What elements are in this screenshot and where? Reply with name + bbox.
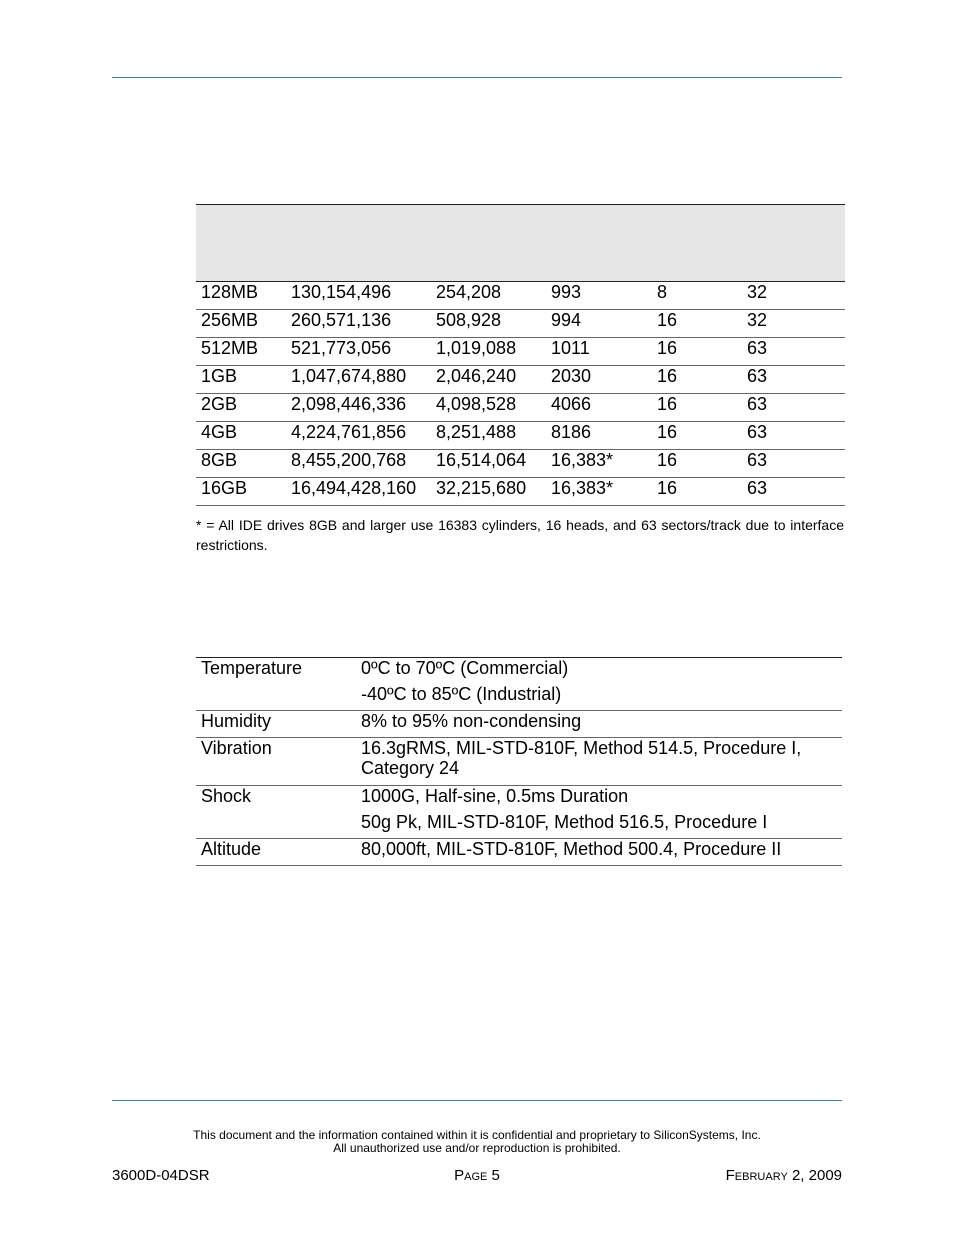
heads-cell: 16 — [652, 422, 742, 450]
sectors-per-track-cell: 63 — [742, 394, 845, 422]
sectors-cell: 1,019,088 — [431, 338, 546, 366]
bytes-cell: 4,224,761,856 — [286, 422, 431, 450]
env-row-temperature-cont — [196, 684, 842, 711]
sectors-cell: 16,514,064 — [431, 450, 546, 478]
cylinders-cell: 994 — [546, 310, 652, 338]
env-row-shock — [196, 786, 842, 813]
footer-rule — [112, 1100, 842, 1101]
document-number: 3600D-04DSR — [112, 1167, 210, 1184]
bytes-cell: 130,154,496 — [286, 282, 431, 310]
heads-cell: 8 — [652, 282, 742, 310]
reproduction-notice: All unauthorized use and/or reproduction is prohibited. — [333, 1141, 621, 1155]
cylinders-cell: 2030 — [546, 366, 652, 394]
sectors-per-track-cell: 63 — [742, 422, 845, 450]
table-row — [196, 394, 845, 422]
document-date — [726, 1167, 842, 1186]
bytes-cell: 2,098,446,336 — [286, 394, 431, 422]
capacity-table-header — [196, 205, 845, 282]
environment-table — [196, 657, 842, 866]
env-value: 0ºC to 70ºC (Commercial) — [361, 658, 569, 678]
env-value: 8% to 95% non-condensing — [356, 711, 842, 738]
sectors-cell: 32,215,680 — [431, 478, 546, 506]
env-row-temperature — [196, 658, 842, 685]
bytes-cell: 16,494,428,160 — [286, 478, 431, 506]
sectors-cell: 8,251,488 — [431, 422, 546, 450]
page-number: 5 — [491, 1167, 500, 1184]
sectors-per-track-cell: 63 — [742, 478, 845, 506]
heads-cell: 16 — [652, 366, 742, 394]
capacity-table — [196, 204, 845, 506]
heads-cell: 16 — [652, 338, 742, 366]
capacity-cell: 8GB — [196, 450, 286, 478]
capacity-cell: 4GB — [196, 422, 286, 450]
sectors-cell: 508,928 — [431, 310, 546, 338]
bytes-cell: 260,571,136 — [286, 310, 431, 338]
month-initial: F — [725, 1167, 735, 1184]
bytes-cell: 8,455,200,768 — [286, 450, 431, 478]
cylinders-cell: 16,383* — [546, 478, 652, 506]
table-row — [196, 450, 845, 478]
heads-cell: 16 — [652, 394, 742, 422]
heads-cell: 16 — [652, 450, 742, 478]
cylinders-cell: 993 — [546, 282, 652, 310]
date-tail: 2, 2009 — [791, 1167, 842, 1184]
sectors-per-track-cell: 32 — [742, 310, 845, 338]
header-rule — [112, 77, 842, 78]
page-word-initial: P — [454, 1167, 465, 1184]
env-row-altitude — [196, 839, 842, 866]
sectors-per-track-cell: 63 — [742, 450, 845, 478]
month-rest: EBRUARY — [734, 1171, 788, 1183]
env-label: Humidity — [196, 711, 356, 738]
capacity-cell: 256MB — [196, 310, 286, 338]
confidentiality-notice: This document and the information contained within it is confidential and proprietary to SiliconSystems, Inc. — [193, 1128, 761, 1142]
capacity-cell: 16GB — [196, 478, 286, 506]
table-row — [196, 338, 845, 366]
env-row-vibration — [196, 738, 842, 786]
table-row — [196, 478, 845, 506]
capacity-cell: 512MB — [196, 338, 286, 366]
env-label: Altitude — [196, 839, 356, 866]
capacity-cell: 128MB — [196, 282, 286, 310]
env-label: Temperature — [201, 658, 303, 678]
heads-cell: 16 — [652, 478, 742, 506]
env-value: 80,000ft, MIL-STD-810F, Method 500.4, Procedure II — [356, 839, 842, 866]
cylinders-cell: 16,383* — [546, 450, 652, 478]
sectors-cell: 254,208 — [431, 282, 546, 310]
sectors-per-track-cell: 32 — [742, 282, 845, 310]
table-row — [196, 282, 845, 310]
cylinders-cell: 1011 — [546, 338, 652, 366]
env-value: -40ºC to 85ºC (Industrial) — [356, 684, 842, 711]
env-value: 1000G, Half-sine, 0.5ms Duration — [361, 786, 629, 806]
capacity-cell: 2GB — [196, 394, 286, 422]
env-value: 50g Pk, MIL-STD-810F, Method 516.5, Procedure I — [356, 812, 842, 839]
sectors-per-track-cell: 63 — [742, 366, 845, 394]
cylinders-cell: 4066 — [546, 394, 652, 422]
page-word-rest: AGE — [464, 1171, 488, 1183]
bytes-cell: 521,773,056 — [286, 338, 431, 366]
env-label: Vibration — [196, 738, 356, 786]
table-row — [196, 310, 845, 338]
env-value: 16.3gRMS, MIL-STD-810F, Method 514.5, Procedure I, Category 24 — [356, 738, 842, 786]
env-label: Shock — [201, 786, 252, 806]
sectors-cell: 4,098,528 — [431, 394, 546, 422]
table-row — [196, 366, 845, 394]
bytes-cell: 1,047,674,880 — [286, 366, 431, 394]
capacity-footnote: * = All IDE drives 8GB and larger use 16383 cylinders, 16 heads, and 63 sectors/track due to interface restrictions. — [196, 517, 844, 553]
heads-cell: 16 — [652, 310, 742, 338]
env-row-humidity — [196, 711, 842, 738]
capacity-cell: 1GB — [196, 366, 286, 394]
sectors-cell: 2,046,240 — [431, 366, 546, 394]
env-row-shock-cont — [196, 812, 842, 839]
cylinders-cell: 8186 — [546, 422, 652, 450]
sectors-per-track-cell: 63 — [742, 338, 845, 366]
table-row — [196, 422, 845, 450]
